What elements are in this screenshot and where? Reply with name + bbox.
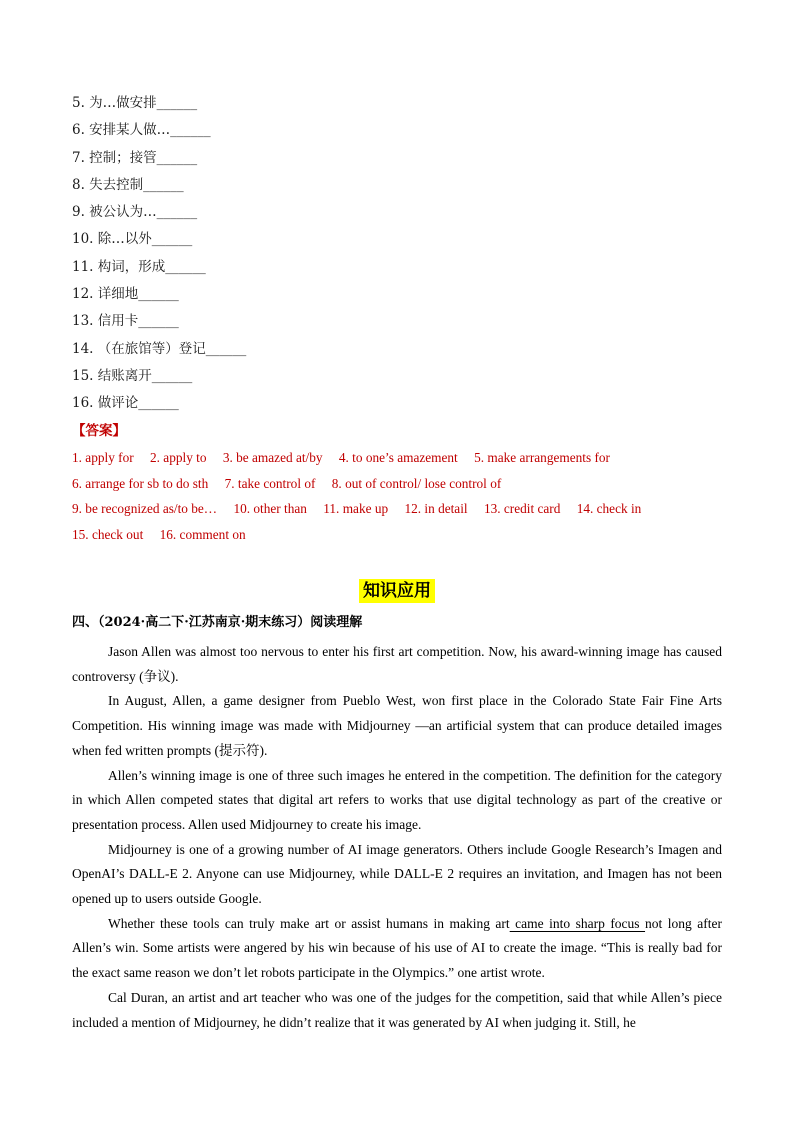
passage-paragraph: Cal Duran, an artist and art teacher who was one of the judges for the competition, said that while Allen’s piece included a mention of Midjourney, he didn’t realize that it was generated by AI when judging it. Still, he: [72, 989, 722, 1030]
vocab-item: 11. 构词，形成______: [72, 258, 206, 275]
answer-item: 2. apply to: [150, 450, 207, 465]
passage-paragraph: In August, Allen, a game designer from Pueblo West, won first place in the Colorado State Fair Fine Arts Competition. His winning image was made with Midjourney —an artificial system that can produce detailed images when fed written prompts (提示符).: [72, 693, 722, 758]
answer-item: 11. make up: [323, 501, 389, 516]
answer-item: 3. be amazed at/by: [222, 450, 323, 465]
answer-line: [72, 449, 654, 475]
passage-text: Whether these tools can truly make art or assist humans in making art: [108, 915, 510, 931]
passage-paragraph: Allen’s winning image is one of three such images he entered in the competition. The definition for the category in which Allen competed states that digital art refers to works that use digital technology as part of the creative or presentation process. Allen used Midjourney to create his image.: [72, 767, 722, 832]
vocab-item: 15. 结账离开______: [72, 367, 193, 384]
reading-passage: [72, 640, 722, 1035]
underlined-phrase: came into sharp focus: [509, 915, 646, 931]
answer-item: 13. credit card: [483, 501, 561, 516]
vocab-item: 9. 被公认为…______: [72, 204, 198, 221]
vocab-item: 8. 失去控制______: [72, 176, 184, 193]
answer-item: 6. arrange for sb to do sth: [72, 475, 209, 491]
answer-item: 10. other than: [233, 501, 307, 516]
section-title: 知识应用: [359, 579, 435, 603]
passage-paragraph: [72, 912, 722, 986]
answer-item: 1. apply for: [72, 450, 134, 465]
answer-item: 16. comment on: [159, 526, 246, 542]
vocab-item: 7. 控制；接管______: [72, 149, 198, 166]
vocab-item: 5. 为…做安排______: [72, 95, 198, 111]
task-header: 四、（2024·高二下·江苏南京·期末练习）阅读理解: [72, 615, 363, 630]
passage-paragraph: Midjourney is one of a growing number of AI image generators. Others include Google Research’s Imagen and OpenAI’s DALL-E 2. Anyone can use Midjourney, while DALL-E 2 requires an invitation, and Imagen has not been opened up to users outside Google.: [72, 841, 722, 907]
passage-text: not long after Allen’s win. Some artists were angered by his win because of his use of AI to create the image. “This is really bad for the exact same reason we don’t let robots participate in the Olympics.” one artist wrote.: [72, 915, 722, 981]
vocab-item: 16. 做评论______: [72, 395, 179, 412]
answer-label: 【答案】: [72, 423, 126, 439]
answer-item: 14. check in: [576, 501, 642, 516]
vocab-item: 12. 详细地______: [72, 286, 179, 303]
answer-item: 15. check out: [72, 526, 144, 542]
passage-paragraph: Jason Allen was almost too nervous to enter his first art competition. Now, his award-winning image has caused controversy (争议).: [72, 644, 722, 684]
answer-line: [72, 526, 654, 552]
answer-list: [72, 449, 654, 551]
answer-item: 7. take control of: [224, 475, 316, 491]
vocab-item: 6. 安排某人做…______: [72, 122, 211, 139]
answer-item: 12. in detail: [404, 501, 468, 516]
answer-item: 9. be recognized as/to be…: [72, 501, 218, 516]
answer-item: 4. to one’s amazement: [338, 450, 458, 465]
vocab-list: [72, 93, 246, 421]
answer-line: [72, 500, 654, 526]
vocab-item: 14. （在旅馆等）登记______: [72, 340, 247, 357]
answer-item: 5. make arrangements for: [474, 450, 610, 465]
vocab-item: 10. 除…以外______: [72, 231, 193, 248]
vocab-item: 13. 信用卡______: [72, 313, 179, 330]
answer-line: [72, 475, 654, 501]
answer-item: 8. out of control/ lose control of: [331, 475, 502, 491]
